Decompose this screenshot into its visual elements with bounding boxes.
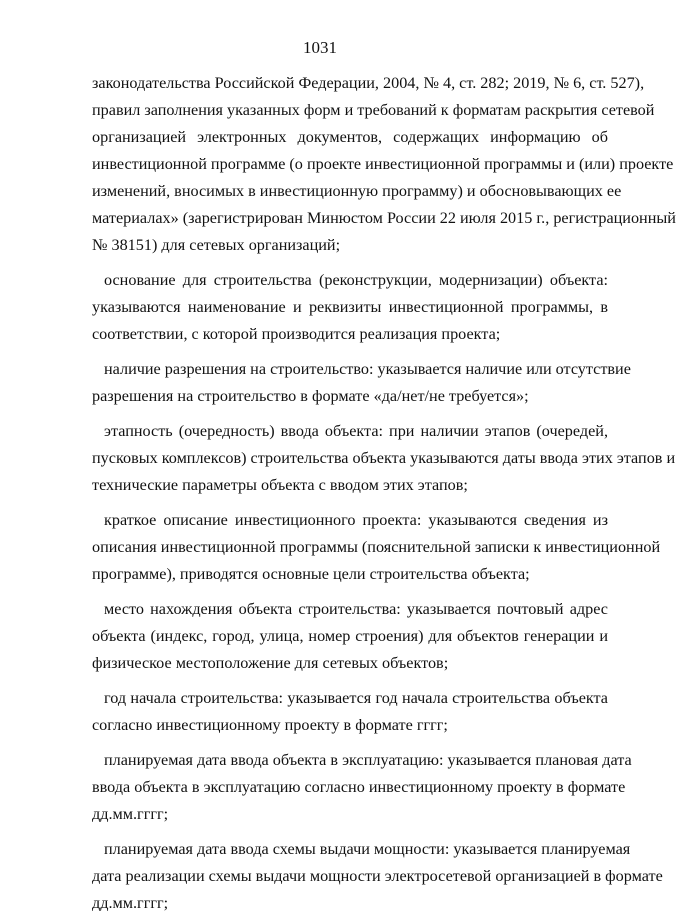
paragraph-gap bbox=[92, 588, 608, 596]
text-line: основание для строительства (реконструкции, модернизации) объекта: bbox=[104, 271, 608, 289]
text-line: правил заполнения указанных форм и требований к форматам раскрытия сетевой bbox=[92, 101, 655, 119]
paragraph-gap bbox=[92, 739, 608, 747]
text-line: ввода объекта в эксплуатацию согласно инвестиционному проекту в формате bbox=[92, 778, 626, 796]
text-line: № 38151) для сетевых организаций; bbox=[92, 236, 341, 254]
text-line: наличие разрешения на строительство: указывается наличие или отсутствие bbox=[104, 360, 631, 378]
text-line: планируемая дата ввода объекта в эксплуатацию: указывается плановая дата bbox=[104, 751, 632, 769]
page-number: 1031 bbox=[303, 38, 337, 57]
document-body bbox=[92, 70, 676, 917]
text-line: место нахождения объекта строительства: указывается почтовый адрес bbox=[104, 600, 608, 618]
text-line: описания инвестиционной программы (пояснительной записки к инвестиционной bbox=[92, 538, 661, 556]
text-line: дата реализации схемы выдачи мощности электросетевой организацией в формате bbox=[92, 867, 663, 885]
text-line: согласно инвестиционному проекту в формате гггг; bbox=[92, 716, 448, 734]
text-line: материалах» (зарегистрирован Минюстом России 22 июля 2015 г., регистрационный bbox=[92, 209, 676, 227]
text-line: планируемая дата ввода схемы выдачи мощности: указывается планируемая bbox=[104, 840, 631, 858]
text-line: инвестиционной программе (о проекте инвестиционной программы и (или) проекте bbox=[92, 155, 674, 173]
text-line: законодательства Российской Федерации, 2004, № 4, ст. 282; 2019, № 6, ст. 527), bbox=[92, 74, 645, 92]
paragraph-gap bbox=[92, 259, 608, 267]
text-line: организацией электронных документов, содержащих информацию об bbox=[92, 128, 608, 146]
text-line: год начала строительства: указывается год начала строительства объекта bbox=[104, 689, 608, 707]
text-line: пусковых комплексов) строительства объекта указываются даты ввода этих этапов и bbox=[92, 449, 676, 467]
paragraph-gap bbox=[92, 410, 608, 418]
text-line: объекта (индекс, город, улица, номер строения) для объектов генерации и bbox=[92, 627, 608, 645]
text-line: этапность (очередность) ввода объекта: при наличии этапов (очередей, bbox=[104, 422, 608, 440]
paragraph-gap bbox=[92, 677, 608, 685]
text-line: разрешения на строительство в формате «да/нет/не требуется»; bbox=[92, 387, 529, 405]
text-line: соответствии, с которой производится реализация проекта; bbox=[92, 325, 501, 343]
text-line: программе), приводятся основные цели строительства объекта; bbox=[92, 565, 530, 583]
text-line: дд.мм.гггг; bbox=[92, 894, 169, 912]
paragraph-gap bbox=[92, 348, 608, 356]
text-line: технические параметры объекта с вводом этих этапов; bbox=[92, 476, 468, 494]
text-line: изменений, вносимых в инвестиционную программу) и обосновывающих ее bbox=[92, 182, 622, 200]
text-line: указываются наименование и реквизиты инвестиционной программы, в bbox=[92, 298, 608, 316]
paragraph-gap bbox=[92, 828, 608, 836]
text-line: дд.мм.гггг; bbox=[92, 805, 169, 823]
text-line: физическое местоположение для сетевых объектов; bbox=[92, 654, 449, 672]
text-line: краткое описание инвестиционного проекта: указываются сведения из bbox=[104, 511, 608, 529]
paragraph-gap bbox=[92, 499, 608, 507]
